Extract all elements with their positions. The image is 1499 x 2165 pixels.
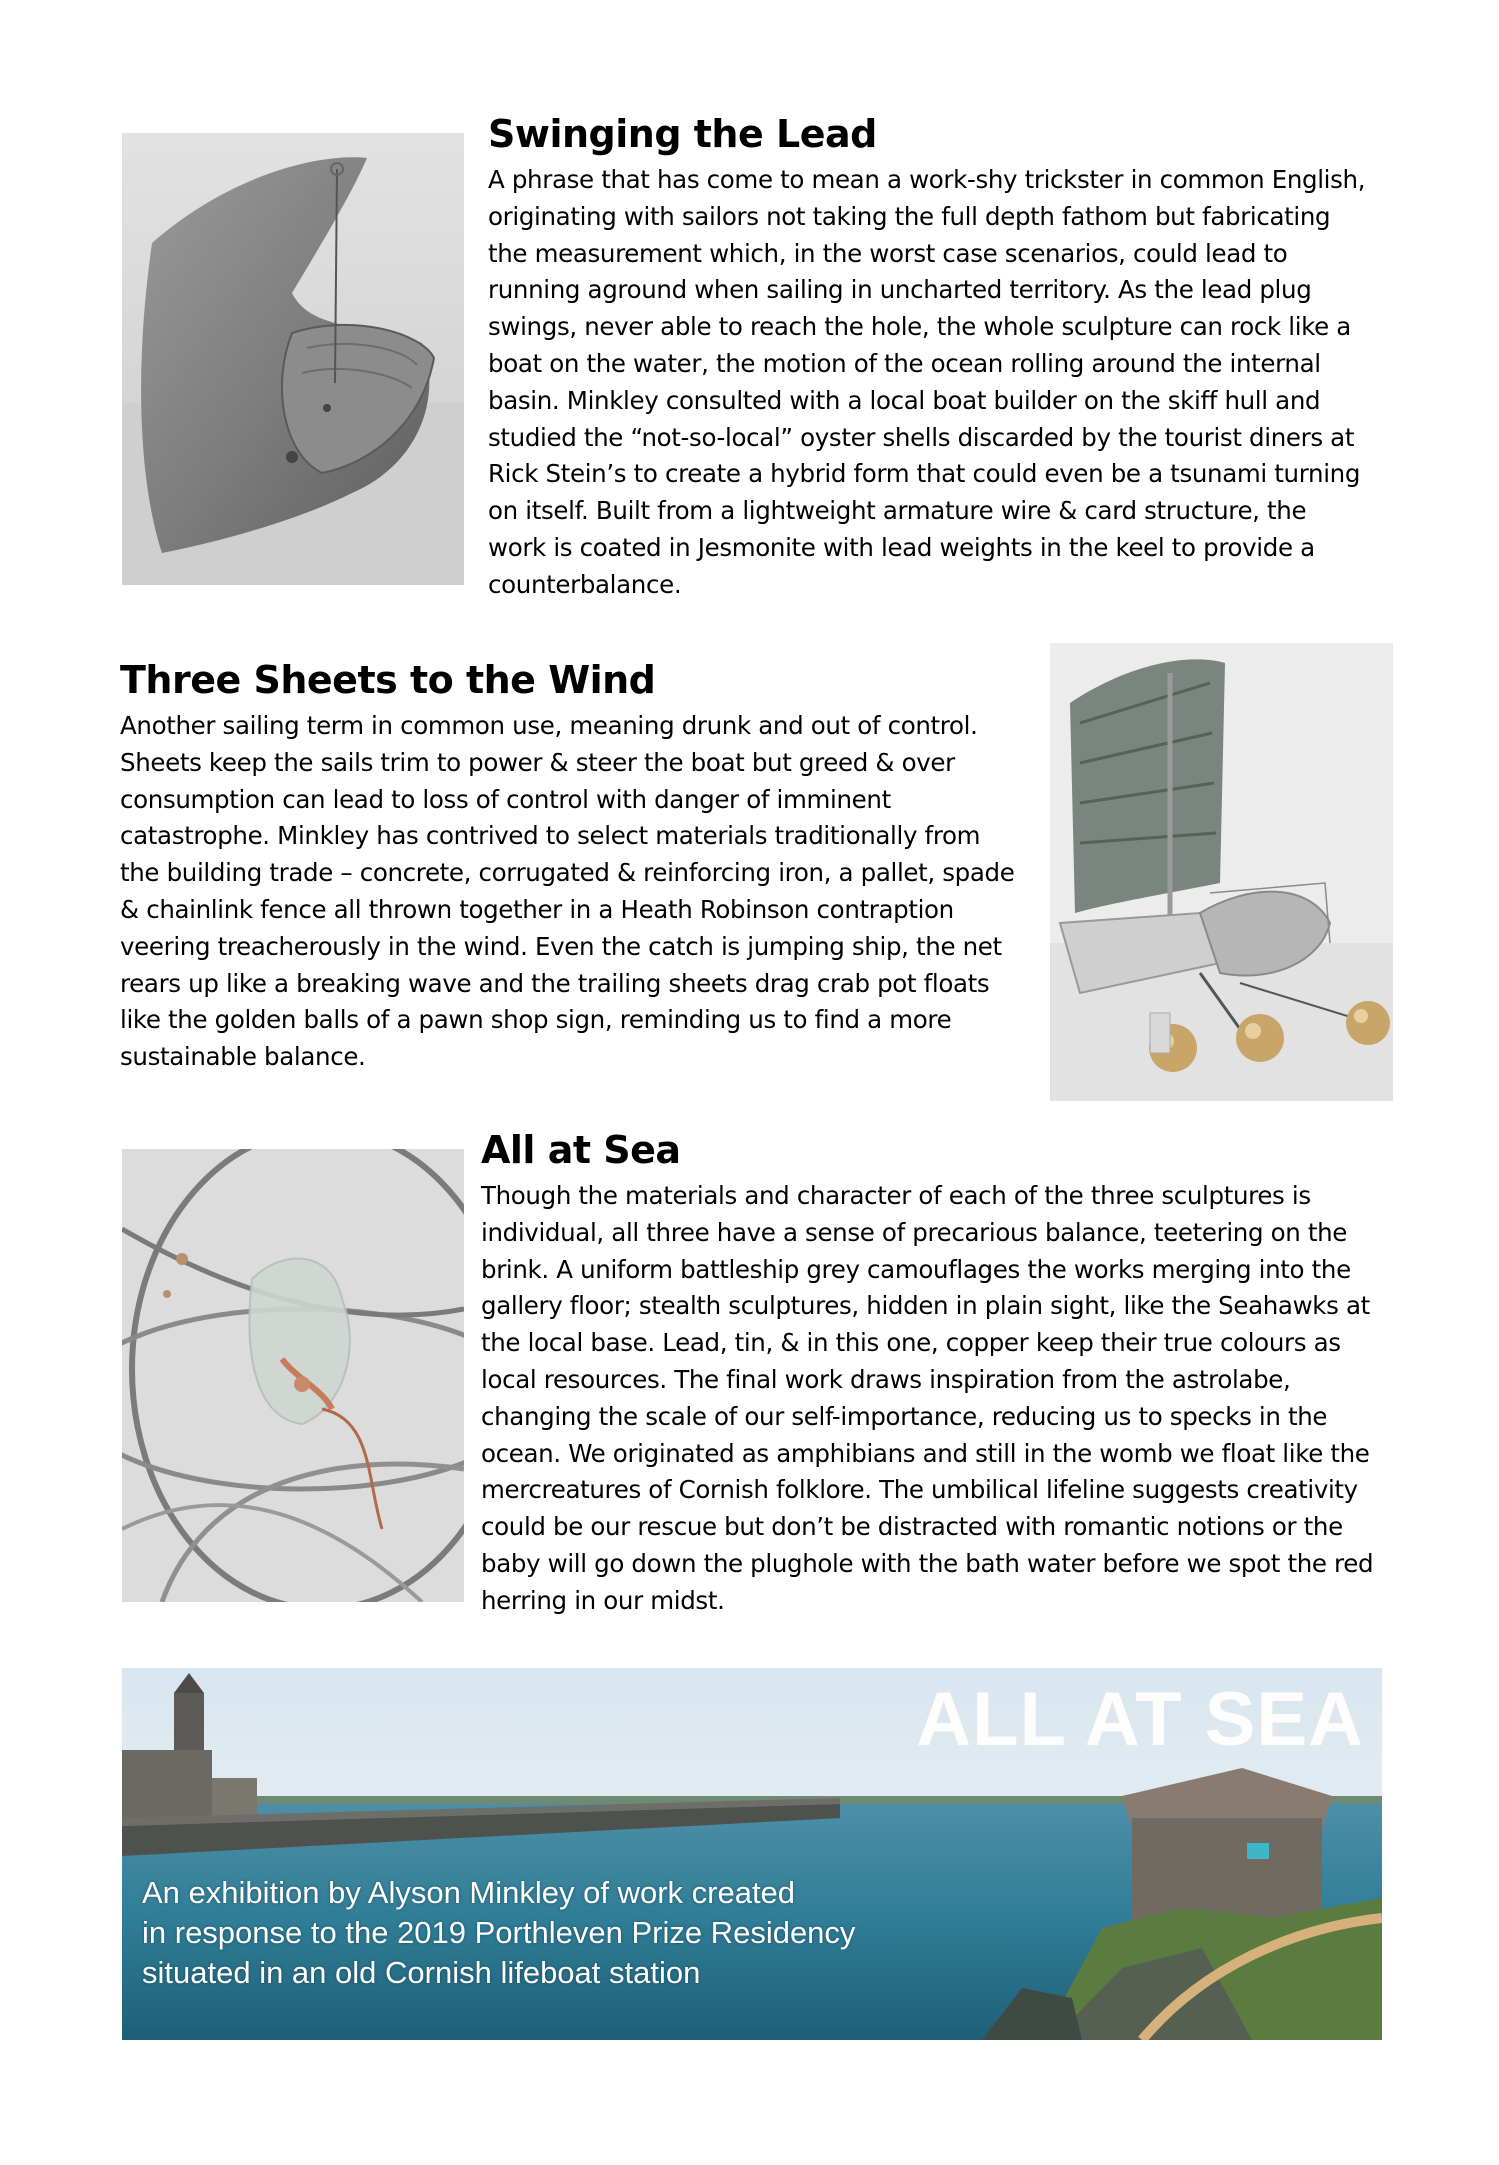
section-title: All at Sea [481,1128,681,1172]
banner-title: ALL AT SEA [916,1677,1364,1762]
section-three-sheets [120,656,1020,1076]
all-at-sea-photo [122,1149,464,1602]
section-title: Swinging the Lead [488,112,877,156]
section-swinging-the-lead [488,110,1368,604]
section-body: A phrase that has come to mean a work-shy trickster in common English, originating with sailors not taking the full depth fathom but fabricating the measurement which, in the worst case scenarios, could lead to running aground when sailing in uncharted territory. As the lead plug swings, never able to reach the hole, the whole sculpture can rock like a boat on the water, the motion of the ocean rolling around the internal basin. Minkley consulted with a local boat builder on the skiff hull and studied the “not-so-local” oyster shells discarded by the tourist diners at Rick Stein’s to create a hybrid form that could even be a tsunami turning on itself. Built from a lightweight armature wire & card structure, the work is coated in Jesmonite with lead weights in the keel to provide a counterbalance. [488,165,1366,599]
three-sheets-photo [1050,643,1393,1101]
banner-line: situated in an old Cornish lifeboat station [142,1955,701,1990]
swinging-the-lead-photo [122,133,464,585]
banner-line: in response to the 2019 Porthleven Prize Residency [142,1915,856,1950]
section-all-at-sea [481,1126,1381,1620]
section-body: Though the materials and character of each of the three sculptures is individual, all three have a sense of precarious balance, teetering on the brink. A uniform battleship grey camouflages the works merging into the gallery floor; stealth sculptures, hidden in plain sight, like the Seahawks at the local base. Lead, tin, & in this one, copper keep their true colours as local resources. The final work draws inspiration from the astrolabe, changing the scale of our self-importance, reducing us to specks in the ocean. We originated as amphibians and still in the womb we float like the mercreatures of Cornish folklore. The umbilical lifeline suggests creativity could be our rescue but don’t be distracted with romantic notions or the baby will go down the plughole with the bath water before we spot the red herring in our midst. [481,1181,1374,1615]
exhibition-banner [122,1668,1382,2040]
section-title: Three Sheets to the Wind [120,658,656,702]
banner-subtitle [142,1873,1002,1993]
banner-line: An exhibition by Alyson Minkley of work created [142,1875,796,1910]
section-body: Another sailing term in common use, meaning drunk and out of control. Sheets keep the sails trim to power & steer the boat but greed & over consumption can lead to loss of control with danger of imminent catastrophe. Minkley has contrived to select materials traditionally from the building trade – concrete, corrugated & reinforcing iron, a pallet, spade & chainlink fence all thrown together in a Heath Robinson contraption veering treacherously in the wind. Even the catch is jumping ship, the net rears up like a breaking wave and the trailing sheets drag crab pot floats like the golden balls of a pawn shop sign, reminding us to find a more sustainable balance. [120,711,1015,1072]
